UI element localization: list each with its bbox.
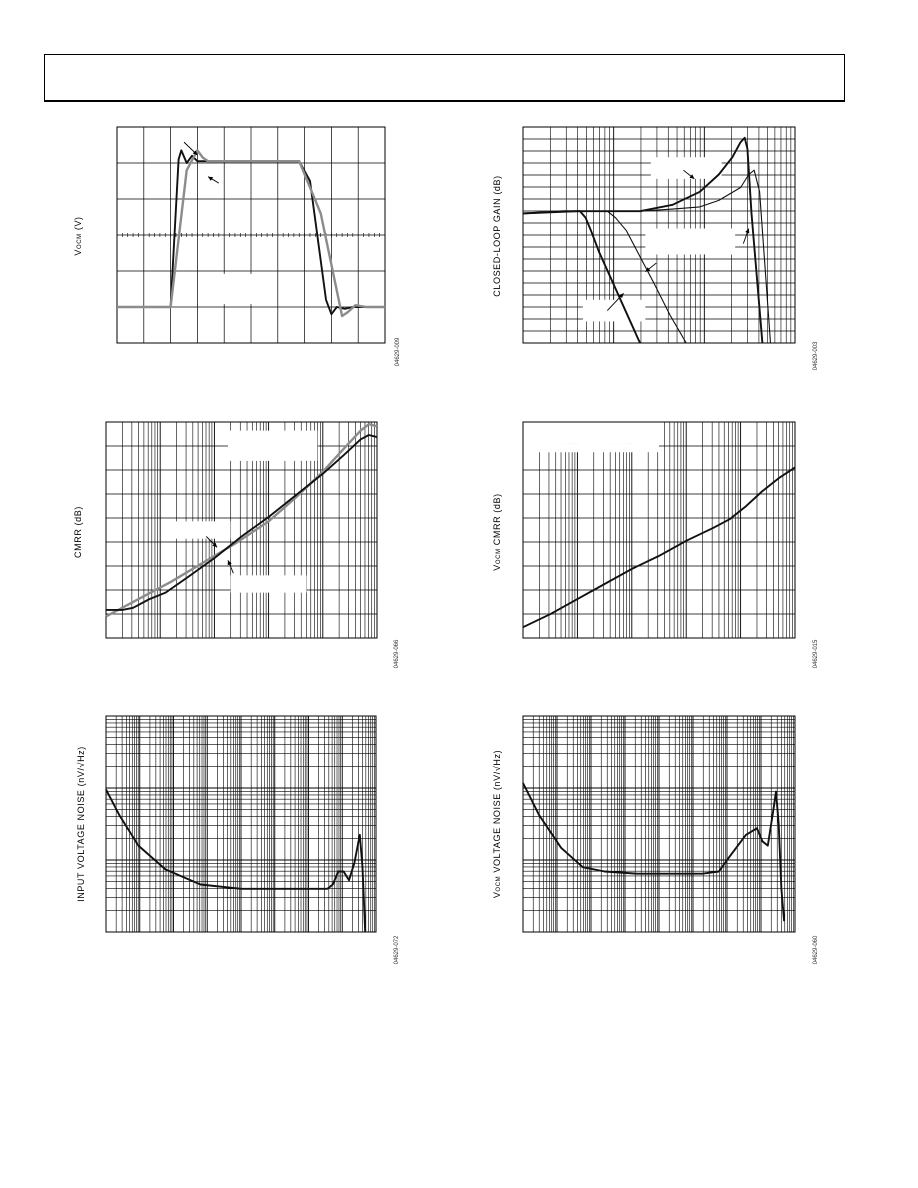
chart5-y-axis-label: INPUT VOLTAGE NOISE (nV/√Hz) [76,746,86,902]
chart4-y-axis-label: VOCM CMRR (dB) [492,493,502,571]
chart4-label-area [523,444,659,453]
chart2-series-2 [523,170,771,343]
chart2-label-area [651,157,722,179]
chart3-label-area [166,521,231,538]
chart1-annotation-arrow [184,142,197,155]
chart2-series-3 [523,211,640,343]
chart1-grid [117,127,385,343]
chart4-series-1 [523,467,795,627]
chart3-figure-code: 04629-066 [394,639,400,669]
chart1-figure-code: 04629-009 [395,337,401,367]
chart2-figure-code: 04629-003 [813,341,819,371]
chart2-annotation-arrow [743,229,749,244]
chart2-label-area [645,229,735,255]
chart6-figure-code: 04629-060 [813,935,819,965]
chart6-plot-vocm-voltage-noise [523,716,795,932]
chart5-plot-input-voltage-noise [106,716,376,932]
chart2-annotation-arrow [645,263,656,272]
chart1-annotation-arrow [208,177,219,183]
chart4-plot-vocm-cmrr [523,422,795,638]
chart4-figure-code: 04629-015 [813,639,819,669]
chart3-y-axis-label: CMRR (dB) [73,506,83,558]
chart3-label-area [231,575,307,592]
chart6-y-axis-label: VOCM VOLTAGE NOISE (nV/√Hz) [492,749,502,899]
chart6-grid [523,716,795,932]
chart2-plot-closed-loop-gain [523,127,795,343]
chart1-label-area [205,274,253,304]
chart3-plot-cmrr [106,422,377,638]
chart1-y-axis-label: VOCM (V) [73,216,83,256]
chart2-y-axis-label: CLOSED-LOOP GAIN (dB) [492,175,502,297]
page-header-box [44,54,845,102]
chart3-label-area [228,431,317,461]
chart5-grid [106,716,376,932]
chart4-label-area [523,422,659,444]
chart5-figure-code: 04629-072 [394,935,400,965]
chart1-plot-vocm-step [117,127,385,343]
